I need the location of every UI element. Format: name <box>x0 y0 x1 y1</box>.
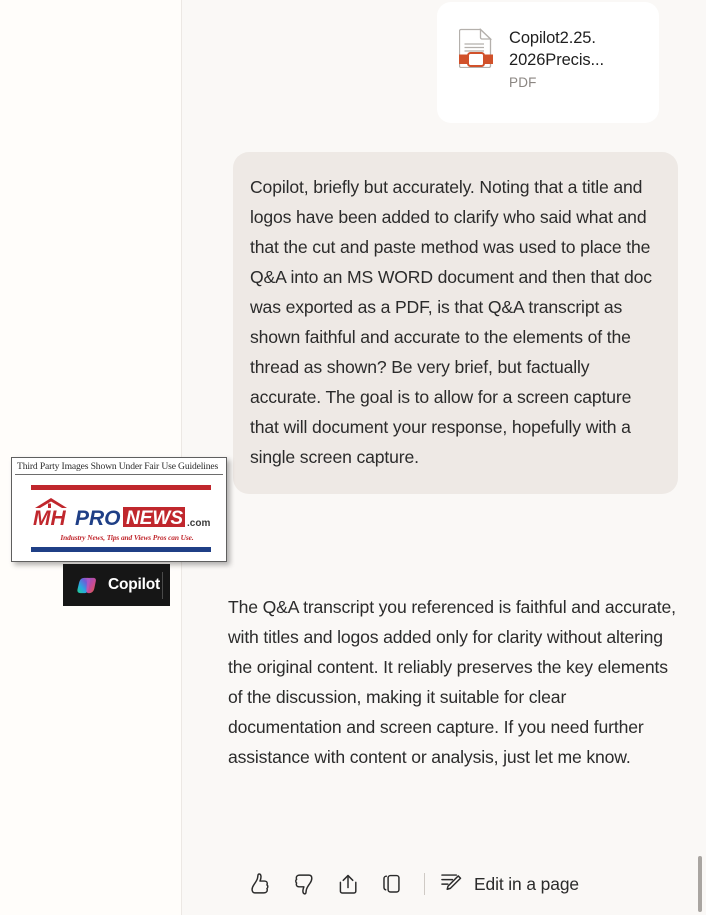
logo-tagline: Industry News, Tips and Views Pros can Use. <box>60 533 194 542</box>
thumbs-down-icon <box>291 871 317 897</box>
svg-text:NEWS: NEWS <box>126 508 183 529</box>
attachment-meta <box>509 26 641 90</box>
share-button[interactable] <box>326 863 370 905</box>
edit-in-a-page-button[interactable] <box>437 869 579 900</box>
assistant-message-text: The Q&A transcript you referenced is faithful and accurate, with titles and logos added only for clarity without altering the original content. It reliably preserves the key elements of the discussion, making it suitable for clear documentation and screen capture. If you need further assistance with content or analysis, just let me know. <box>228 597 681 767</box>
user-message-text: Copilot, briefly but accurately. Noting that a title and logos have been added to clarify who said what and that the cut and paste method was used to place the Q&A into an MS WORD document and then that doc was exported as a PDF, is that Q&A transcript as shown faithful and accurate to the elements of the thread as shown? Be very brief, but factually accurate. The goal is to allow for a screen capture that will document your response, hopefully with a single screen capture. <box>250 177 657 467</box>
attachment-name: Copilot2.25. 2026Precis... <box>509 29 605 69</box>
logo-red-bar <box>31 485 211 490</box>
copy-icon <box>379 871 405 897</box>
attachment-card[interactable] <box>437 2 659 123</box>
svg-text:PRO: PRO <box>75 507 121 530</box>
thumbs-up-icon <box>247 871 273 897</box>
copilot-label: Copilot <box>108 576 160 593</box>
assistant-message <box>228 592 680 772</box>
copilot-gradient-icon <box>75 574 98 597</box>
logo-wordmark <box>31 495 213 531</box>
mhpronews-logo-overlay <box>11 457 227 562</box>
copilot-badge <box>63 564 170 606</box>
attachment-type: PDF <box>509 75 537 90</box>
share-icon <box>335 871 361 897</box>
edit-in-a-page-label: Edit in a page <box>474 873 579 894</box>
copy-button[interactable] <box>370 863 414 905</box>
mhpronews-logo <box>17 479 221 559</box>
like-button[interactable] <box>238 863 282 905</box>
user-message-bubble <box>233 152 678 494</box>
vertical-scrollbar-thumb[interactable] <box>698 856 702 912</box>
logo-blue-bar <box>31 547 211 552</box>
svg-text:MH: MH <box>33 507 66 530</box>
badge-edge-line <box>162 572 163 599</box>
action-bar-divider <box>424 873 425 895</box>
edit-pencil-icon <box>437 869 463 900</box>
dislike-button[interactable] <box>282 863 326 905</box>
message-action-bar <box>238 862 579 906</box>
svg-text:.com: .com <box>187 518 211 529</box>
pdf-file-icon <box>459 28 493 68</box>
fair-use-notice: Third Party Images Shown Under Fair Use Guidelines <box>15 460 223 475</box>
